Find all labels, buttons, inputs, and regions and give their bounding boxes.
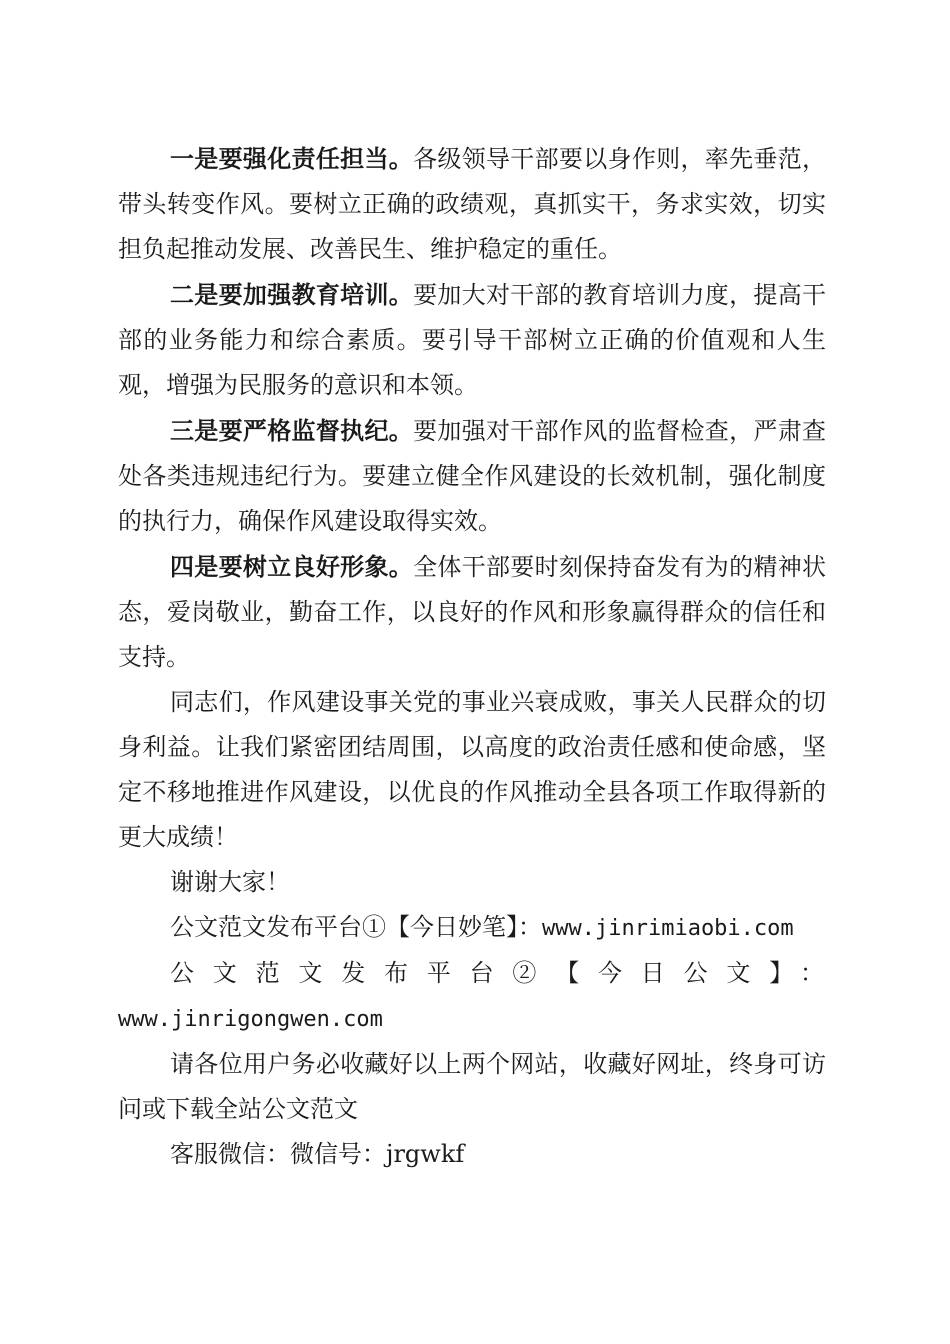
- thanks-line: 谢谢大家！: [170, 868, 290, 896]
- paragraph-lead: 二是要加强教育培训。: [170, 280, 414, 309]
- paragraph-text: 各级领导干部要以身作则，率先垂范，带头转变作风。要树立正确的政绩观，真抓实干，务求实效，切实担负起推动发展、改善民生、维护稳定的重任。: [118, 145, 827, 263]
- paragraph-text: 要加大对干部的教育培训力度，提高干部的业务能力和综合素质。要引导干部树立正确的价值观和人生观，增强为民服务的意识和本领。: [118, 281, 827, 399]
- paragraph-lead: 三是要严格监督执纪。: [170, 416, 414, 445]
- paragraph-training: [118, 272, 826, 408]
- platform-2-label: 公文范文发布平台②【今日公文】：: [170, 959, 826, 987]
- paragraph-supervision: [118, 408, 826, 544]
- paragraph-image: [118, 544, 826, 680]
- service-wechat-line: 客服微信：微信号：jrgwkf: [170, 1140, 465, 1168]
- platform-1-line: [118, 905, 826, 951]
- platform-2-url-line: [118, 996, 826, 1042]
- paragraph-text: 要加强对干部作风的监督检查，严肃查处各类违规违纪行为。要建立健全作风建设的长效机制，强化制度的执行力，确保作风建设取得实效。: [118, 417, 827, 535]
- closing-paragraph: 同志们，作风建设事关党的事业兴衰成败，事关人民群众的切身利益。让我们紧密团结周围，以高度的政治责任感和使命感，坚定不移地推进作风建设，以优良的作风推动全县各项工作取得新的更大成绩！: [118, 688, 826, 851]
- paragraph-responsibility: [118, 136, 826, 272]
- paragraph-lead: 一是要强化责任担当。: [170, 144, 414, 173]
- platform-1-url: www.jinrimiaobi.com: [542, 916, 794, 941]
- notice-paragraph: 请各位用户务必收藏好以上两个网站，收藏好网址，终身可访问或下载全站公文范文: [118, 1050, 826, 1123]
- platform-2-url: www.jinrigongwen.com: [118, 1007, 383, 1032]
- document-body: [118, 136, 826, 1177]
- paragraph-lead: 四是要树立良好形象。: [170, 552, 414, 581]
- paragraph-text: 全体干部要时刻保持奋发有为的精神状态，爱岗敬业，勤奋工作，以良好的作风和形象赢得群众的信任和支持。: [118, 553, 827, 671]
- platform-1-label: 公文范文发布平台①【今日妙笔】：: [170, 913, 542, 941]
